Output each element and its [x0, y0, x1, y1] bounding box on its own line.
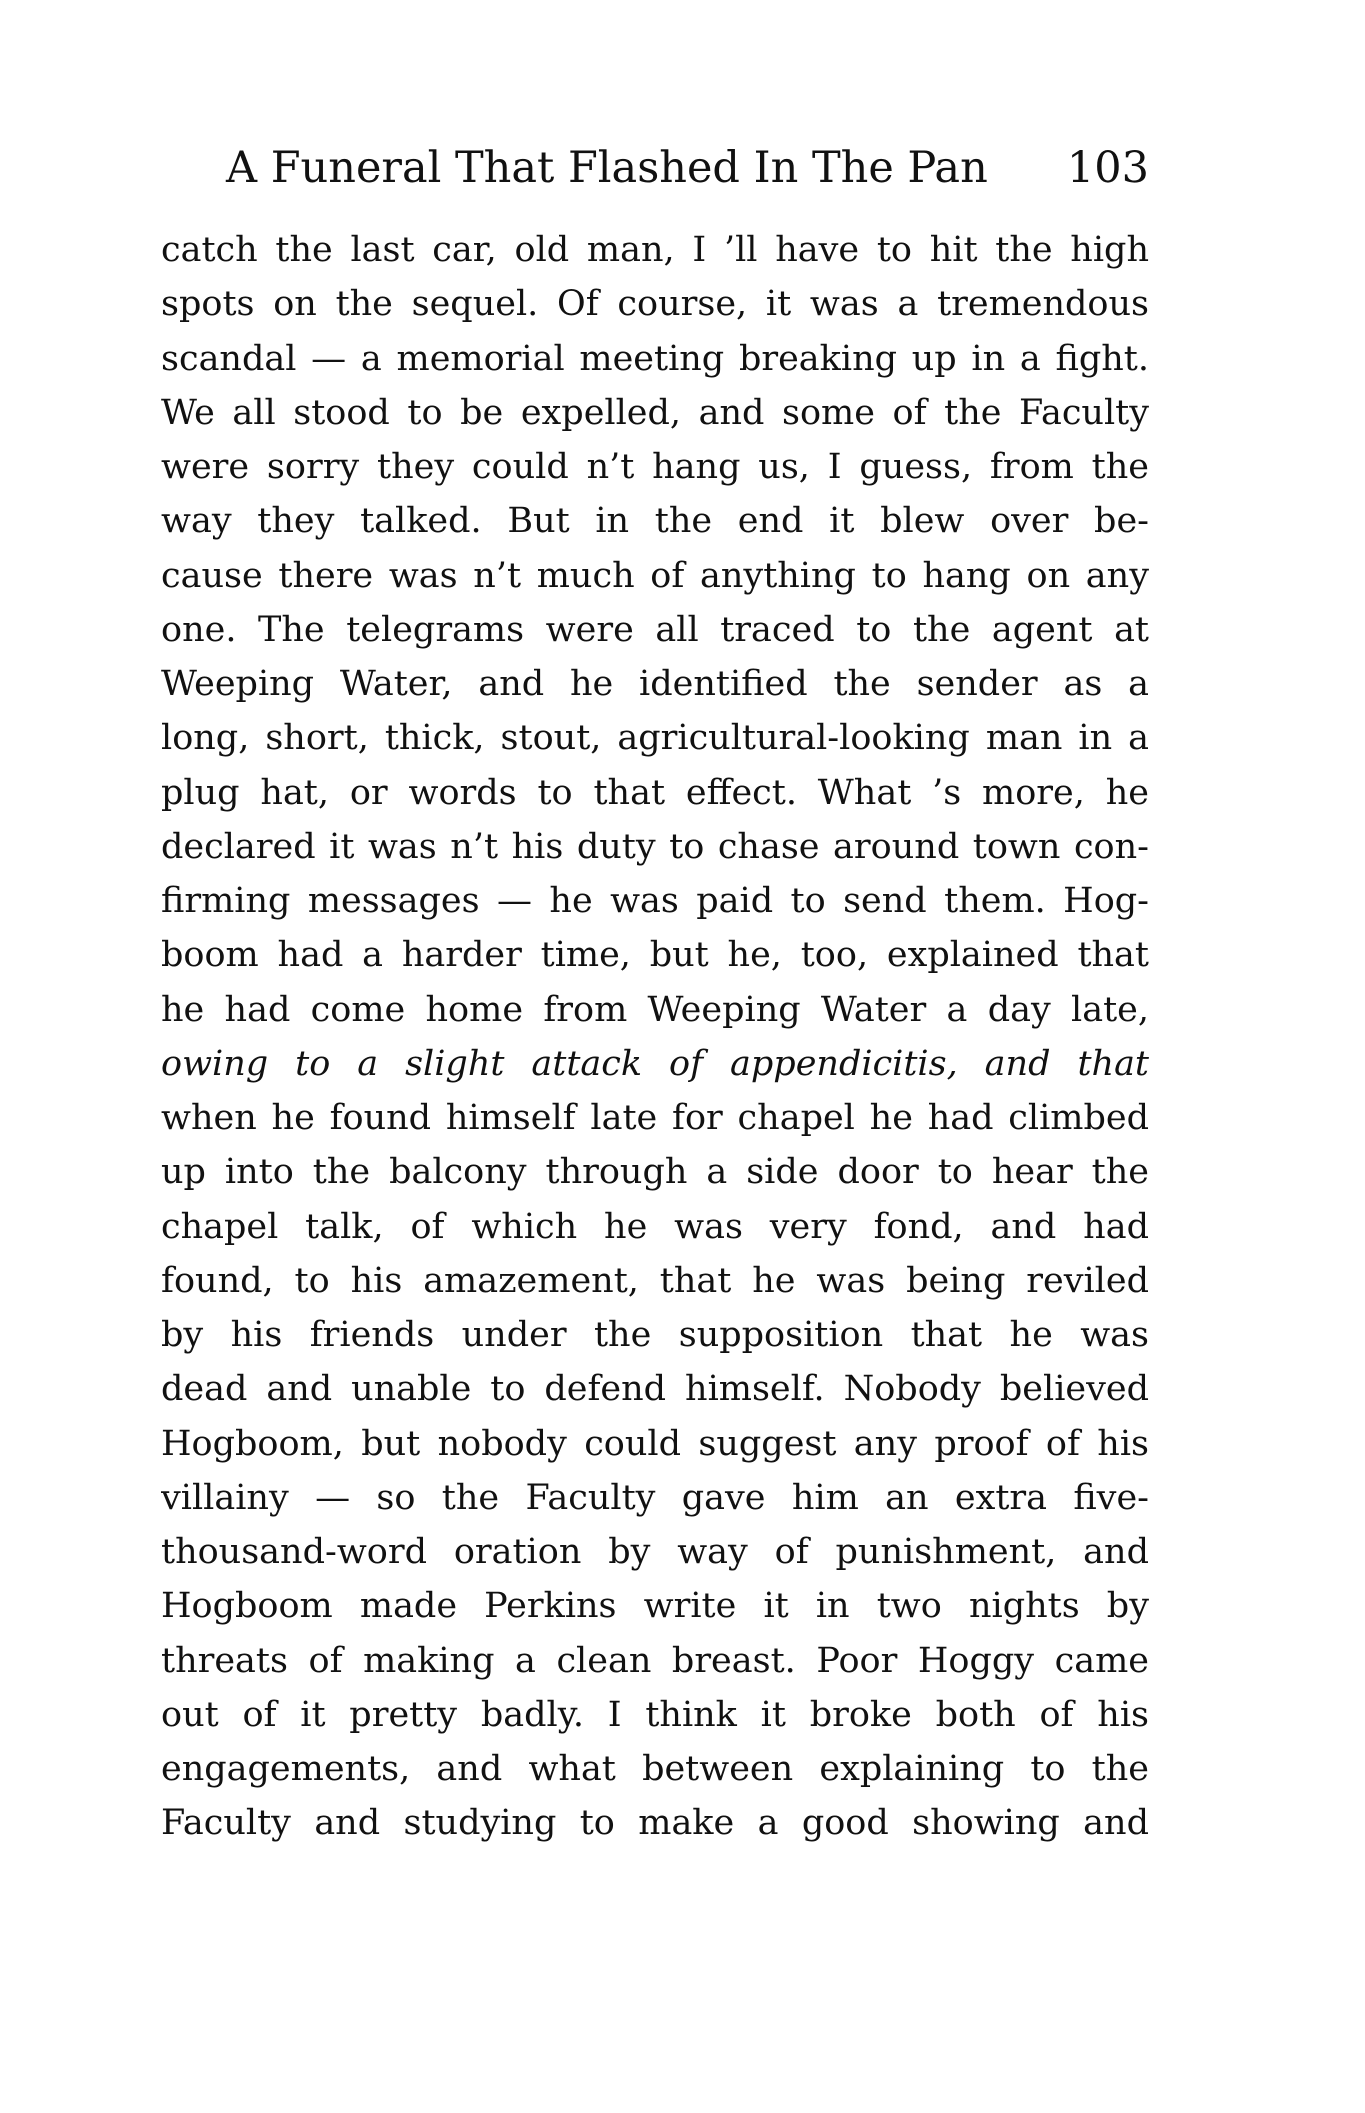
text-line: way they talked. But in the end it blew over be- [161, 501, 1149, 542]
chapter-title: A Funeral That Flashed In The Pan [226, 143, 988, 193]
text-line: found, to his amazement, that he was being reviled [161, 1260, 1149, 1301]
text-line: were sorry they could n’t hang us, I guess, from the [161, 447, 1149, 487]
text-line: long, short, thick, stout, agricultural-looking man in a [161, 718, 1149, 759]
text-line: declared it was n’t his duty to chase around town con- [161, 826, 1149, 867]
text-line: plug hat, or words to that effect. What ’s more, he [161, 772, 1149, 813]
text-line: villainy — so the Faculty gave him an extra five- [161, 1477, 1149, 1518]
text-line: Weeping Water, and he identified the sender as a [161, 664, 1149, 704]
text-line: firming messages — he was paid to send them. Hog- [161, 881, 1149, 921]
text-line: cause there was n’t much of anything to hang on any [161, 555, 1149, 596]
text-line: up into the balcony through a side door to hear the [161, 1152, 1149, 1193]
text-line: Hogboom made Perkins write it in two nights by [161, 1586, 1149, 1627]
text-line: owing to a slight attack of appendicitis, and that [161, 1043, 1149, 1084]
text-line: by his friends under the supposition that he was [161, 1315, 1149, 1355]
text-line: when he found himself late for chapel he had climbed [161, 1098, 1149, 1138]
text-line: Hogboom, but nobody could suggest any proof of his [161, 1423, 1149, 1464]
text-line: spots on the sequel. Of course, it was a tremendous [161, 284, 1149, 325]
text-line: thousand-word oration by way of punishment, and [161, 1532, 1149, 1572]
running-head [226, 138, 1149, 198]
text-line: threats of making a clean breast. Poor Hoggy came [161, 1640, 1149, 1681]
body-text [161, 223, 1149, 1851]
page-number: 103 [1066, 143, 1149, 193]
text-line: out of it pretty badly. I think it broke both of his [161, 1694, 1149, 1735]
text-line: boom had a harder time, but he, too, explained that [161, 935, 1149, 976]
text-line: one. The telegrams were all traced to the agent at [161, 609, 1149, 650]
text-line: We all stood to be expelled, and some of the Faculty [161, 392, 1149, 433]
text-line: engagements, and what between explaining to the [161, 1749, 1149, 1789]
text-line: catch the last car, old man, I ’ll have to hit the high [161, 230, 1149, 270]
text-line: Faculty and studying to make a good showing and [161, 1803, 1149, 1844]
text-line: dead and unable to defend himself. Nobody believed [161, 1369, 1149, 1410]
text-line: he had come home from Weeping Water a day late, [161, 989, 1149, 1030]
text-line: scandal — a memorial meeting breaking up in a fight. [161, 338, 1149, 379]
text-line: chapel talk, of which he was very fond, and had [161, 1206, 1149, 1247]
